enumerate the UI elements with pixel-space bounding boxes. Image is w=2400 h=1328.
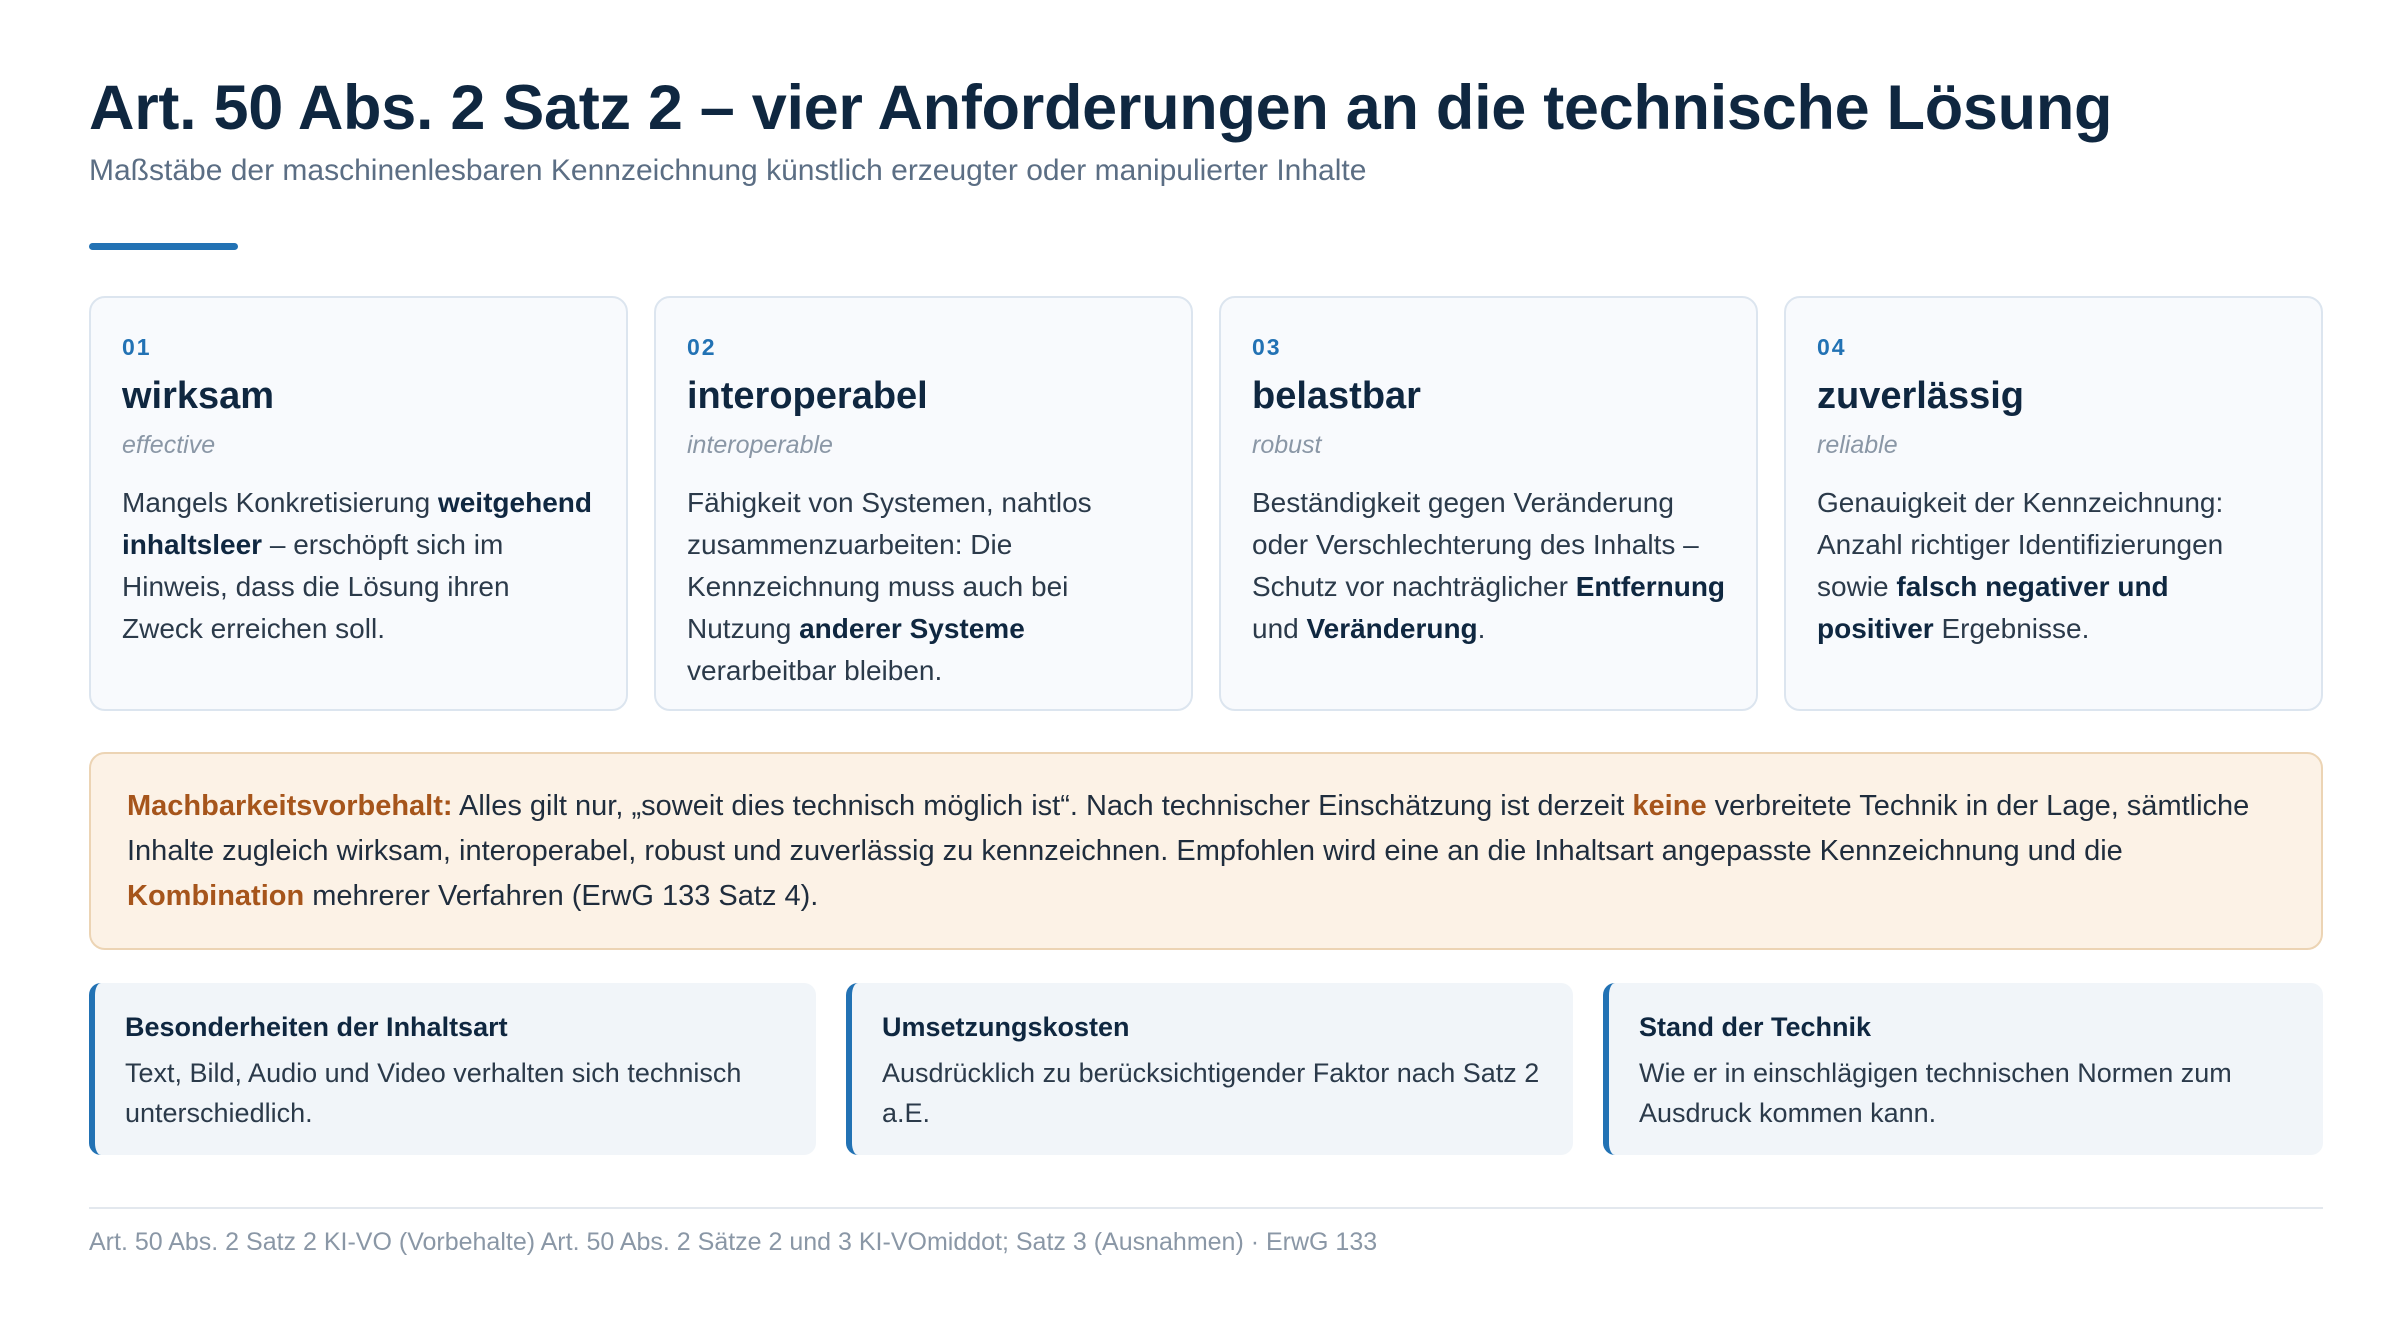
emphasis-text: weitgehend inhaltsleer	[122, 486, 592, 560]
requirement-cards	[89, 296, 2323, 711]
factor-text: Ausdrücklich zu berücksichtigender Faktor nach Satz 2 a.E.	[882, 1058, 1540, 1129]
notice-text: mehrerer Verfahren (ErwG 133 Satz 4).	[304, 880, 819, 912]
card-description	[122, 482, 596, 650]
body-text: Fähigkeit von Systemen, nahtlos zusammenzuarbeiten: Die Kennzeichnung muss auch bei Nutzung	[687, 486, 1092, 644]
body-text: – erschöpft sich im Hinweis, dass die Lösung ihren Zweck erreichen soll.	[122, 528, 510, 644]
page-subtitle: Maßstäbe der maschinenlesbaren Kennzeichnung künstlich erzeugter oder manipulierter Inhalte	[89, 154, 1367, 187]
card-english-term: effective	[122, 430, 216, 459]
card-number: 03	[1252, 334, 1282, 360]
body-text: und	[1252, 612, 1307, 644]
accent-divider	[89, 243, 238, 250]
requirement-card-wirksam	[89, 296, 628, 711]
page-title: Art. 50 Abs. 2 Satz 2 – vier Anforderungen an die technische Lösung	[89, 73, 2113, 143]
card-description	[687, 482, 1161, 692]
body-text: Beständigkeit gegen Veränderung oder Verschlechterung des Inhalts – Schutz vor nachträglicher	[1252, 486, 1699, 602]
body-text: .	[1477, 612, 1486, 644]
notice-label: Machbarkeitsvorbehalt:	[127, 790, 453, 822]
factor-box-inhaltsart	[89, 983, 816, 1155]
card-term: wirksam	[122, 375, 275, 417]
notice-text: Alles gilt nur, „soweit dies technisch möglich ist“. Nach technischer Einschätzung ist derzeit	[452, 790, 1633, 822]
card-english-term: robust	[1252, 430, 1322, 459]
body-text: Genauigkeit der Kennzeichnung: Anzahl richtiger Identifizierungen sowie	[1817, 486, 2224, 602]
card-term: interoperabel	[687, 375, 928, 417]
factor-heading: Stand der Technik	[1639, 1012, 1872, 1042]
footer-divider	[89, 1207, 2323, 1209]
emphasis-text: anderer Systeme	[799, 612, 1025, 644]
card-english-term: interoperable	[687, 430, 833, 459]
body-text: Ergebnisse.	[1933, 612, 2090, 644]
factor-boxes	[89, 983, 2323, 1155]
emphasis-text: Veränderung	[1306, 612, 1478, 644]
notice-highlight: Kombination	[127, 880, 305, 912]
emphasis-text: Entfernung	[1575, 570, 1726, 602]
factor-box-umsetzungskosten	[846, 983, 1573, 1155]
card-term: zuverlässig	[1817, 375, 2024, 417]
notice-highlight: keine	[1632, 790, 1707, 822]
card-number: 04	[1817, 334, 1847, 360]
card-english-term: reliable	[1817, 430, 1898, 459]
body-text: Mangels Konkretisierung	[122, 486, 438, 518]
requirement-card-zuverlaessig	[1784, 296, 2323, 711]
emphasis-text: falsch negativer und positiver	[1817, 570, 2169, 644]
factor-box-stand-der-technik	[1603, 983, 2323, 1155]
body-text: verarbeitbar bleiben.	[687, 654, 943, 686]
card-number: 01	[122, 334, 152, 360]
card-description	[1817, 482, 2291, 650]
requirement-card-belastbar	[1219, 296, 1758, 711]
card-number: 02	[687, 334, 717, 360]
feasibility-notice	[89, 752, 2323, 950]
requirement-card-interoperabel	[654, 296, 1193, 711]
factor-text: Text, Bild, Audio und Video verhalten sich technisch unterschiedlich.	[125, 1058, 742, 1129]
notice-text: verbreitete Technik in der Lage, sämtliche Inhalte zugleich wirksam, interoperabel, robust und zuverlässig zu kennzeichnen. Empfohlen wird eine an die Inhaltsart angepasste Kennzeichnung und die	[127, 790, 2250, 867]
card-description	[1252, 482, 1726, 650]
footer-sources: Art. 50 Abs. 2 Satz 2 KI-VO (Vorbehalte) Art. 50 Abs. 2 Sätze 2 und 3 KI-VOmiddot; Satz 3 (Ausnahmen) · ErwG 133	[89, 1228, 1378, 1256]
factor-text: Wie er in einschlägigen technischen Normen zum Ausdruck kommen kann.	[1639, 1058, 2232, 1129]
factor-heading: Umsetzungskosten	[882, 1012, 1130, 1042]
card-term: belastbar	[1252, 375, 1421, 417]
factor-heading: Besonderheiten der Inhaltsart	[125, 1012, 508, 1042]
